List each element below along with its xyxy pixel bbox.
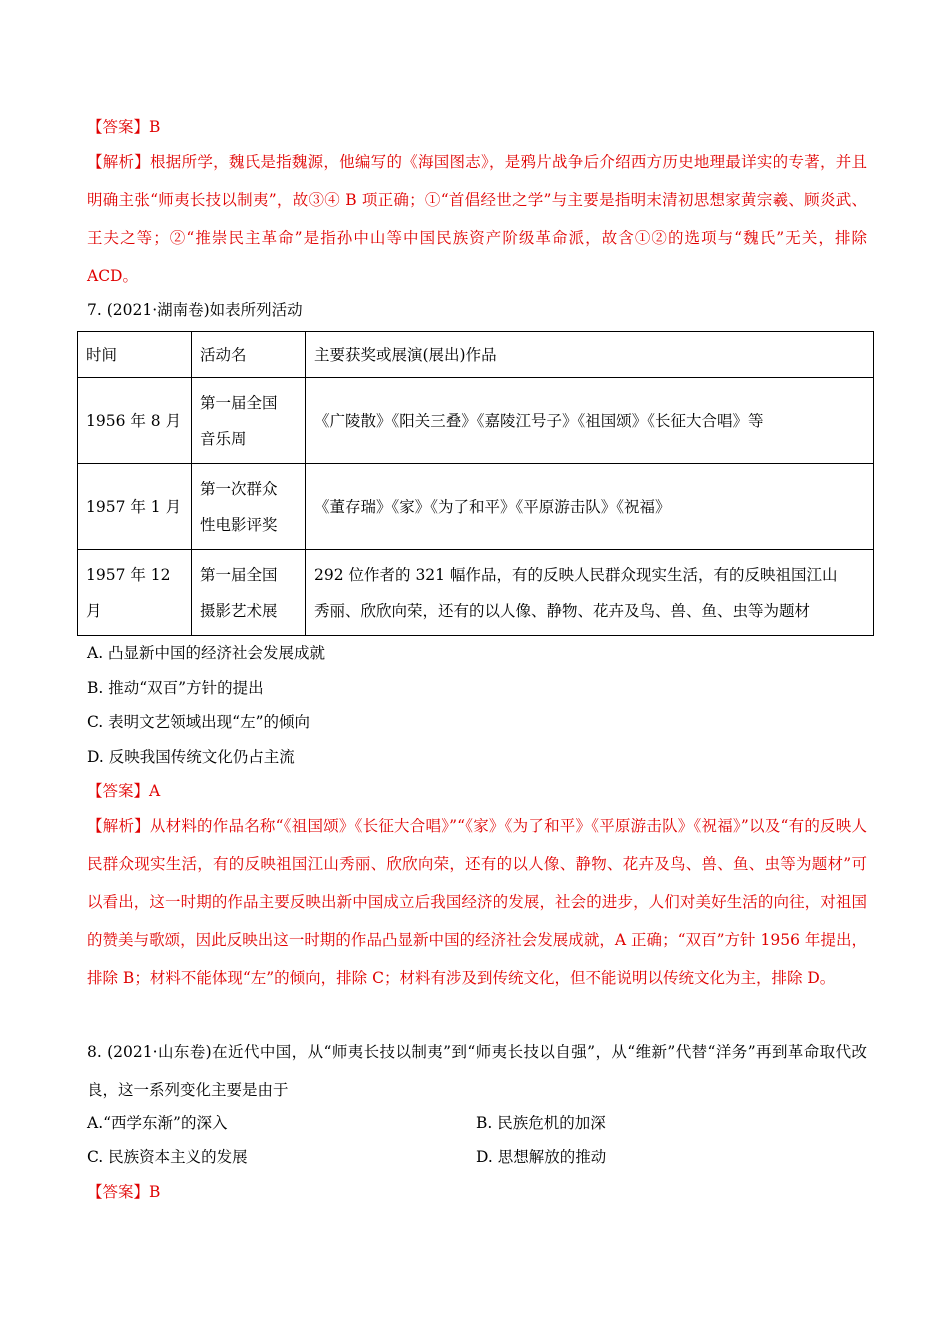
activity-line: 第一次群众 [200, 479, 278, 498]
answer-line-q8 [87, 1182, 160, 1202]
table-row [78, 550, 874, 636]
activity-line: 摄影艺术展 [200, 601, 278, 620]
analysis-text: 从材料的作品名称“《祖国颂》《长征大合唱》”“《家》《为了和平》《平原游击队》《祝福》”以及“有的反映人民群众现实生活，有的反映祖国江山秀丽、欣欣向荣，还有的以人像、静物、花卉及鸟、兽、鱼、虫等为题材”可以看出，这一时期的作品主要反映出新中国成立后我国经济的发展，社会的进步，人们对美好生活的向往，对祖国的赞美与歌颂，因此反映出这一时期的作品凸显新中国的经济社会发展成就，A 正确；“双百”方针 1956 年提出，排除 B；材料不能体现“左”的倾向，排除 C；材料有涉及到传统文化，但不能说明以传统文化为主，排除 D。 [87, 817, 867, 987]
works-line: 秀丽、欣欣向荣，还有的以人像、静物、花卉及鸟、兽、鱼、虫等为题材 [314, 601, 811, 620]
cell-activity [192, 550, 306, 636]
header-time: 时间 [78, 332, 192, 378]
question-7-stem: 7. (2021·湖南卷)如表所列活动 [87, 301, 303, 319]
activity-line: 第一届全国 [200, 565, 278, 584]
activity-line: 第一届全国 [200, 393, 278, 412]
analysis-tag: 【解析】 [87, 153, 151, 171]
answer-value: B [149, 1183, 161, 1201]
option-d: D. 思想解放的推动 [476, 1148, 607, 1166]
answer-value: B [149, 118, 161, 136]
analysis-q7 [87, 807, 867, 997]
activities-table [77, 331, 874, 636]
activity-line: 音乐周 [200, 429, 247, 448]
question-8-stem: 8. (2021·山东卷)在近代中国，从“师夷长技以制夷”到“师夷长技以自强”，从“维新”代替“洋务”再到革命取代改良，这一系列变化主要是由于 [87, 1043, 867, 1099]
cell-works: 《广陵散》《阳关三叠》《嘉陵江号子》《祖国颂》《长征大合唱》等 [306, 378, 874, 464]
option-b: B. 推动“双百”方针的提出 [87, 679, 264, 697]
cell-time: 1957 年 1 月 [78, 464, 192, 550]
table-row [78, 464, 874, 550]
cell-works: 《董存瑞》《家》《为了和平》《平原游击队》《祝福》 [306, 464, 874, 550]
header-activity: 活动名 [192, 332, 306, 378]
answer-line-q7 [87, 781, 160, 801]
cell-time: 1957 年 12 月 [78, 550, 192, 636]
table-row [78, 378, 874, 464]
analysis-tag: 【解析】 [87, 817, 150, 835]
option-c: C. 民族资本主义的发展 [87, 1148, 248, 1166]
cell-activity [192, 464, 306, 550]
analysis-text: 根据所学，魏氏是指魏源，他编写的《海国图志》，是鸦片战争后介绍西方历史地理最详实的专著，并且明确主张“师夷长技以制夷”，故③④ B 项正确；①“首倡经世之学”与主要是指明末清初思想家黄宗羲、顾炎武、王夫之等；②“推崇民主革命”是指孙中山等中国民族资产阶级革命派，故含①②的选项与“魏氏”无关，排除 ACD。 [87, 153, 867, 285]
option-a: A.“西学东渐”的深入 [87, 1114, 228, 1132]
cell-works [306, 550, 874, 636]
activity-line: 性电影评奖 [200, 515, 278, 534]
analysis-q6 [87, 143, 867, 295]
answer-tag: 【答案】 [87, 118, 150, 136]
option-b: B. 民族危机的加深 [476, 1114, 606, 1132]
answer-tag: 【答案】 [87, 782, 150, 800]
cell-time: 1956 年 8 月 [78, 378, 192, 464]
answer-tag: 【答案】 [87, 1183, 150, 1201]
option-d: D. 反映我国传统文化仍占主流 [87, 748, 295, 766]
header-works: 主要获奖或展演(展出)作品 [306, 332, 874, 378]
answer-line-q6 [87, 117, 160, 137]
answer-value: A [149, 782, 161, 800]
cell-activity [192, 378, 306, 464]
option-c: C. 表明文艺领域出现“左”的倾向 [87, 713, 311, 731]
option-a: A. 凸显新中国的经济社会发展成就 [87, 644, 326, 662]
table-header-row [78, 332, 874, 378]
works-line: 292 位作者的 321 幅作品，有的反映人民群众现实生活，有的反映祖国江山 [314, 565, 838, 584]
